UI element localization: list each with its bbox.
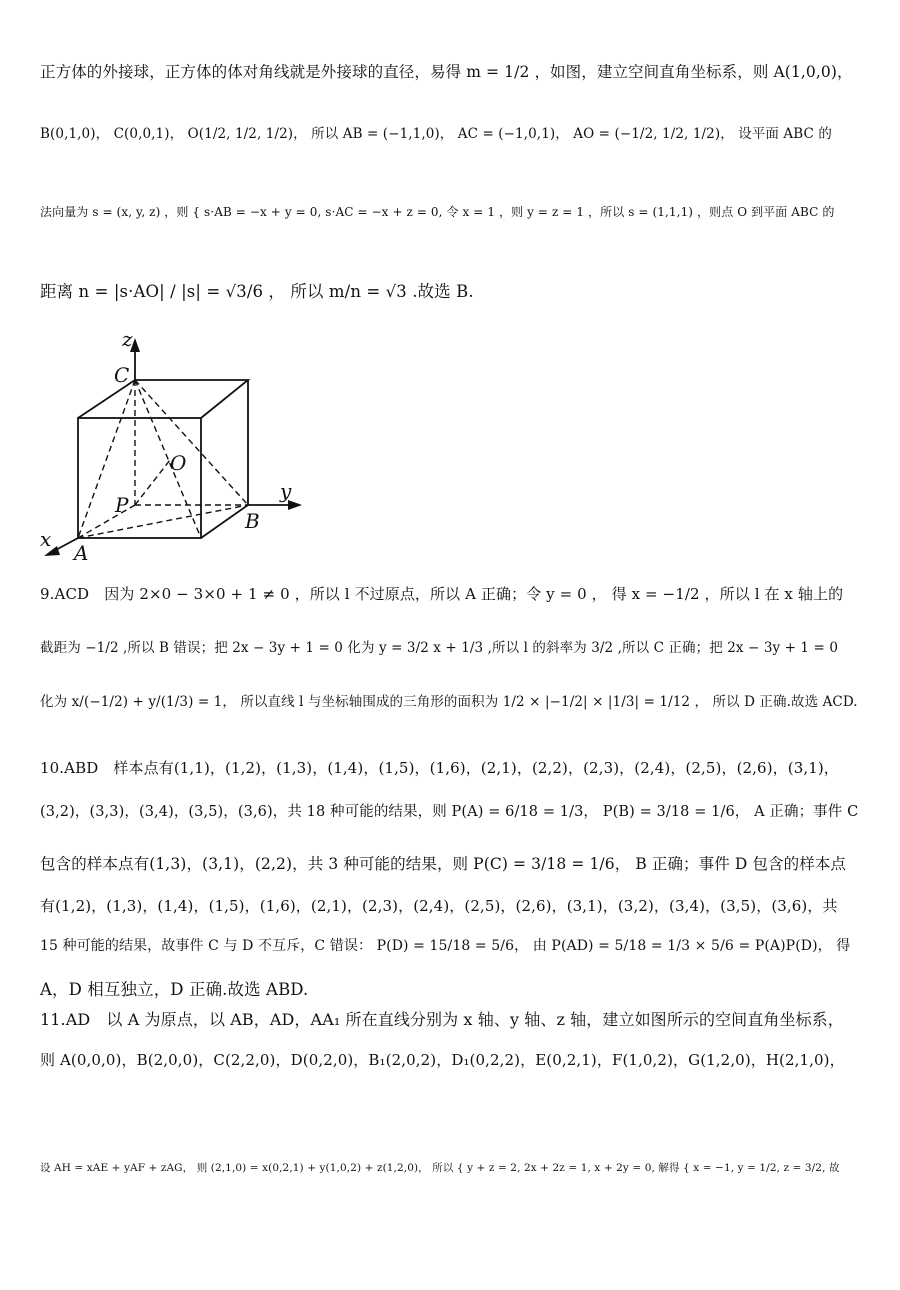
text-line-2: B(0,1,0)， C(0,0,1)， O(1/2, 1/2, 1/2)， 所以 AB = (−1,1,0)， AC = (−1,0,1)， AO = (−1/2, 1/2, 1/2)， 设平面 ABC 的: [40, 126, 832, 142]
line-C-diagonal: [135, 380, 201, 538]
text-line-4: 距离 n = |s·AO| / |s| = √3/6 ， 所以 m/n = √3 .故选 B.: [40, 282, 474, 301]
label-C: C: [114, 363, 130, 387]
label-z: z: [122, 330, 133, 351]
cube-right-face: [201, 380, 248, 538]
text-line-1: 正方体的外接球，正方体的体对角线就是外接球的直径，易得 m = 1/2 ，如图，建立空间直角坐标系，则 A(1,0,0)，: [40, 63, 853, 81]
label-O: O: [170, 451, 187, 475]
text-line-9: (3,2)，(3,3)，(3,4)，(3,5)，(3,6)，共 18 种可能的结果，则 P(A) = 6/18 = 1/3， P(B) = 3/18 = 1/6， A 正确；事件 C: [40, 804, 859, 820]
text-line-16: 设 AH = xAE + yAF + zAG， 则 (2,1,0) = x(0,2,1) + y(1,0,2) + z(1,2,0)， 所以 { y + z = 2, 2x + 2z = 1, x + 2y = 0, 解得 { x = −1, y = 1/2, z = 3/2, 故: [40, 1162, 840, 1174]
cube-front-face: [78, 418, 201, 538]
text-line-11: 有(1,2)，(1,3)，(1,4)，(1,5)，(1,6)，(2,1)，(2,3)，(2,4)，(2,5)，(2,6)，(3,1)，(3,2)，(3,4)，(3,5)，(3,6)，共: [40, 897, 838, 915]
line-PO: [135, 460, 170, 505]
label-y: y: [280, 479, 292, 503]
text-line-10: 包含的样本点有(1,3)，(3,1)，(2,2)，共 3 种可能的结果，则 P(C) = 3/18 = 1/6， B 正确；事件 D 包含的样本点: [40, 855, 847, 873]
line-AB: [78, 505, 248, 538]
text-line-3: 法向量为 s = (x, y, z) ，则 { s·AB = −x + y = 0, s·AC = −x + z = 0, 令 x = 1 ，则 y = z = 1 ，所以 s = (1,1,1) ，则点 O 到平面 ABC 的: [40, 205, 835, 219]
text-line-8: 10.ABD 样本点有(1,1)，(1,2)，(1,3)，(1,4)，(1,5)，(1,6)，(2,1)，(2,2)，(2,3)，(2,4)，(2,5)，(2,6)，(3,1)，: [40, 759, 839, 777]
cube-top-face: [78, 380, 248, 418]
line-CB: [135, 380, 248, 505]
label-A: A: [74, 541, 89, 562]
text-line-7: 化为 x/(−1/2) + y/(1/3) = 1， 所以直线 l 与坐标轴围成的三角形的面积为 1/2 × |−1/2| × |1/3| = 1/12 ， 所以 D 正确.故选 ACD.: [40, 694, 858, 710]
cube-coordinate-figure: [30, 330, 320, 562]
text-line-6: 截距为 −1/2 ,所以 B 错误；把 2x − 3y + 1 = 0 化为 y = 3/2 x + 1/3 ,所以 l 的斜率为 3/2 ,所以 C 正确；把 2x − 3y + 1 = 0: [40, 640, 839, 656]
text-line-5: 9.ACD 因为 2×0 − 3×0 + 1 ≠ 0 ，所以 l 不过原点，所以 A 正确；令 y = 0 ， 得 x = −1/2 ，所以 l 在 x 轴上的: [40, 585, 844, 603]
text-line-13: A，D 相互独立，D 正确.故选 ABD.: [40, 980, 309, 999]
label-x: x: [40, 527, 52, 551]
text-line-14: 11.AD 以 A 为原点，以 AB，AD，AA₁ 所在直线分别为 x 轴、y 轴、z 轴，建立如图所示的空间直角坐标系，: [40, 1010, 844, 1029]
label-P: P: [115, 493, 129, 517]
text-line-15: 则 A(0,0,0)，B(2,0,0)，C(2,2,0)，D(0,2,0)，B₁(2,0,2)，D₁(0,2,2)，E(0,2,1)，F(1,0,2)，G(1,2,0)，H(2,1,0)，: [40, 1051, 845, 1069]
label-B: B: [245, 509, 260, 533]
text-line-12: 15 种可能的结果，故事件 C 与 D 不互斥，C 错误： P(D) = 15/18 = 5/6， 由 P(AD) = 5/18 = 1/3 × 5/6 = P(A)P(D)， 得: [40, 938, 851, 954]
